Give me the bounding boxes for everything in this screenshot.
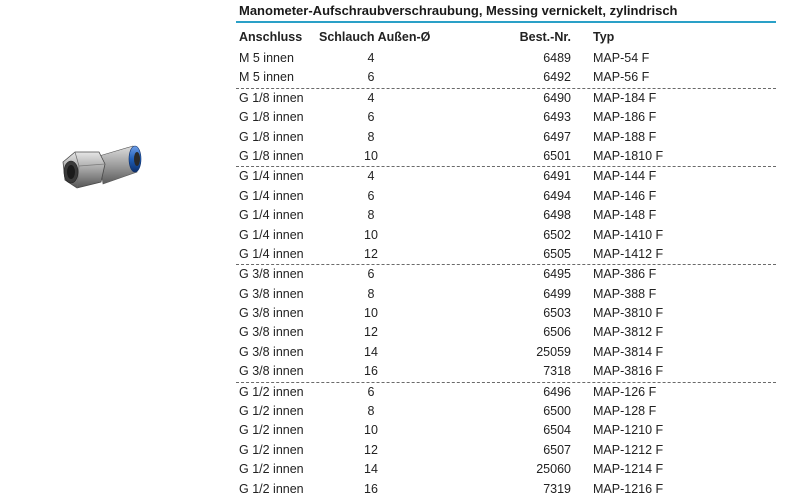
header-bestnr: Best.-Nr. xyxy=(519,30,571,44)
cell-anschluss: G 3/8 innen xyxy=(239,364,304,379)
cell-anschluss: G 1/2 innen xyxy=(239,404,304,419)
cell-typ: MAP-1214 F xyxy=(593,462,664,477)
cell-typ: MAP-144 F xyxy=(593,169,657,184)
header-anschluss: Anschluss xyxy=(239,30,303,44)
cell-typ: MAP-56 F xyxy=(593,70,650,85)
cell-typ: MAP-148 F xyxy=(593,208,657,223)
cell-schlauch: 8 xyxy=(367,404,375,419)
cell-schlauch: 6 xyxy=(367,384,375,399)
cell-bestnr: 6499 xyxy=(543,286,571,301)
cell-schlauch: 12 xyxy=(364,442,378,457)
cell-anschluss: G 1/8 innen xyxy=(239,90,304,105)
cell-anschluss: G 1/4 innen xyxy=(239,188,304,203)
section-title: Manometer-Aufschraubverschraubung, Messing vernickelt, zylindrisch xyxy=(239,3,678,18)
cell-anschluss: G 1/4 innen xyxy=(239,227,304,242)
cell-anschluss: G 1/8 innen xyxy=(239,148,304,163)
cell-bestnr: 6500 xyxy=(543,404,571,419)
table-row xyxy=(236,421,776,440)
cell-bestnr: 6490 xyxy=(543,90,571,105)
table-row xyxy=(236,304,776,323)
cell-schlauch: 6 xyxy=(367,267,375,282)
cell-typ: MAP-1412 F xyxy=(593,246,664,261)
cell-schlauch: 6 xyxy=(367,188,375,203)
cell-schlauch: 4 xyxy=(367,90,375,105)
cell-anschluss: G 1/4 innen xyxy=(239,208,304,223)
cell-schlauch: 14 xyxy=(364,462,378,477)
cell-schlauch: 8 xyxy=(367,129,375,144)
table-row xyxy=(236,166,776,186)
cell-bestnr: 7318 xyxy=(543,364,571,379)
table-row xyxy=(236,343,776,362)
cell-anschluss: G 3/8 innen xyxy=(239,267,304,282)
cell-typ: MAP-54 F xyxy=(593,51,650,65)
table-header xyxy=(236,27,776,47)
cell-typ: MAP-1410 F xyxy=(593,227,664,242)
table-row xyxy=(236,88,776,108)
table-row xyxy=(236,128,776,147)
cell-anschluss: G 3/8 innen xyxy=(239,306,304,321)
table-row xyxy=(236,206,776,225)
cell-bestnr: 6503 xyxy=(543,306,571,321)
table-row xyxy=(236,402,776,421)
table-body xyxy=(236,49,776,499)
cell-typ: MAP-184 F xyxy=(593,90,657,105)
cell-anschluss: G 1/2 innen xyxy=(239,423,304,438)
header-schlauch: Schlauch Außen-Ø xyxy=(319,30,431,44)
cell-typ: MAP-128 F xyxy=(593,404,657,419)
cell-anschluss: G 1/8 innen xyxy=(239,110,304,125)
cell-typ: MAP-3810 F xyxy=(593,306,664,321)
cell-typ: MAP-388 F xyxy=(593,286,657,301)
table-row xyxy=(236,460,776,479)
table-row xyxy=(236,362,776,381)
cell-typ: MAP-1216 F xyxy=(593,481,664,496)
table-row xyxy=(236,480,776,499)
cell-schlauch: 14 xyxy=(364,344,378,359)
cell-schlauch: 10 xyxy=(364,423,378,438)
cell-typ: MAP-3816 F xyxy=(593,364,664,379)
cell-typ: MAP-386 F xyxy=(593,267,657,282)
cell-schlauch: 10 xyxy=(364,306,378,321)
cell-typ: MAP-3814 F xyxy=(593,344,664,359)
cell-bestnr: 25060 xyxy=(536,462,571,477)
cell-schlauch: 16 xyxy=(364,364,378,379)
cell-typ: MAP-1210 F xyxy=(593,423,664,438)
cell-typ: MAP-188 F xyxy=(593,129,657,144)
cell-bestnr: 6506 xyxy=(543,325,571,340)
cell-bestnr: 6492 xyxy=(543,70,571,85)
table-row xyxy=(236,323,776,342)
table-row xyxy=(236,187,776,206)
table-row xyxy=(236,68,776,87)
table-row xyxy=(236,49,776,68)
cell-anschluss: G 3/8 innen xyxy=(239,325,304,340)
cell-bestnr: 6501 xyxy=(543,148,571,163)
cell-schlauch: 12 xyxy=(364,246,378,261)
cell-bestnr: 6498 xyxy=(543,208,571,223)
cell-schlauch: 4 xyxy=(367,51,375,65)
table-row xyxy=(236,108,776,127)
cell-anschluss: G 1/2 innen xyxy=(239,462,304,477)
cell-typ: MAP-146 F xyxy=(593,188,657,203)
cell-bestnr: 6491 xyxy=(543,169,571,184)
cell-bestnr: 6493 xyxy=(543,110,571,125)
cell-anschluss: G 1/8 innen xyxy=(239,129,304,144)
cell-bestnr: 6489 xyxy=(543,51,571,65)
cell-schlauch: 8 xyxy=(367,208,375,223)
table-row xyxy=(236,226,776,245)
cell-schlauch: 8 xyxy=(367,286,375,301)
cell-bestnr: 6504 xyxy=(543,423,571,438)
cell-anschluss: G 1/2 innen xyxy=(239,481,304,496)
catalog-section xyxy=(236,0,776,499)
cell-anschluss: M 5 innen xyxy=(239,70,294,85)
table-row xyxy=(236,285,776,304)
cell-bestnr: 6496 xyxy=(543,384,571,399)
cell-schlauch: 6 xyxy=(367,70,375,85)
cell-anschluss: G 1/2 innen xyxy=(239,384,304,399)
cell-bestnr: 25059 xyxy=(536,344,571,359)
table-row xyxy=(236,245,776,264)
cell-bestnr: 6507 xyxy=(543,442,571,457)
cell-anschluss: G 1/4 innen xyxy=(239,169,304,184)
cell-bestnr: 6502 xyxy=(543,227,571,242)
cell-schlauch: 16 xyxy=(364,481,378,496)
cell-anschluss: M 5 innen xyxy=(239,51,294,65)
table-row xyxy=(236,441,776,460)
fitting-icon xyxy=(55,132,165,202)
cell-schlauch: 10 xyxy=(364,227,378,242)
table-row xyxy=(236,147,776,166)
cell-anschluss: G 1/2 innen xyxy=(239,442,304,457)
cell-bestnr: 6495 xyxy=(543,267,571,282)
cell-typ: MAP-126 F xyxy=(593,384,657,399)
cell-typ: MAP-3812 F xyxy=(593,325,664,340)
cell-anschluss: G 1/4 innen xyxy=(239,246,304,261)
cell-schlauch: 10 xyxy=(364,148,378,163)
cell-anschluss: G 3/8 innen xyxy=(239,344,304,359)
cell-typ: MAP-186 F xyxy=(593,110,657,125)
cell-bestnr: 6497 xyxy=(543,129,571,144)
cell-bestnr: 6494 xyxy=(543,188,571,203)
cell-bestnr: 7319 xyxy=(543,481,571,496)
cell-typ: MAP-1810 F xyxy=(593,148,664,163)
cell-typ: MAP-1212 F xyxy=(593,442,664,457)
product-fitting-image xyxy=(55,132,165,202)
cell-schlauch: 6 xyxy=(367,110,375,125)
header-typ: Typ xyxy=(593,30,615,44)
title-rule xyxy=(236,21,776,23)
cell-schlauch: 4 xyxy=(367,169,375,184)
cell-anschluss: G 3/8 innen xyxy=(239,286,304,301)
table-row xyxy=(236,382,776,402)
cell-schlauch: 12 xyxy=(364,325,378,340)
cell-bestnr: 6505 xyxy=(543,246,571,261)
table-row xyxy=(236,264,776,284)
